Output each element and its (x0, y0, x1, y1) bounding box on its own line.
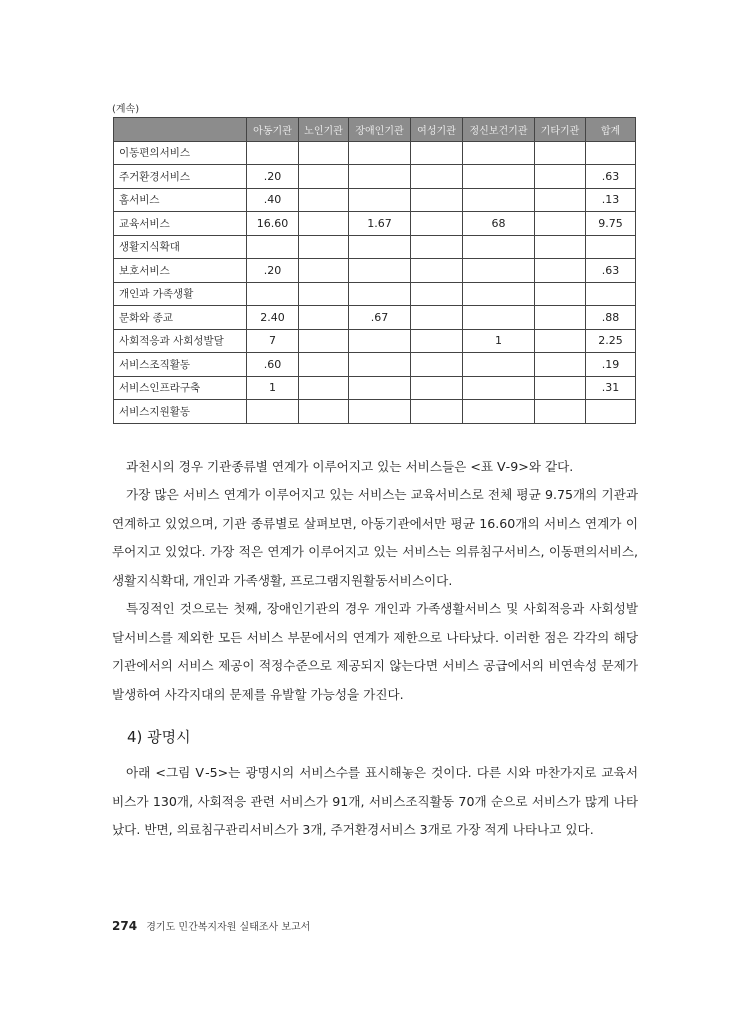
value-cell (411, 141, 463, 165)
row-label-cell: 주거환경서비스 (114, 165, 247, 189)
value-cell (349, 400, 411, 424)
value-cell (247, 282, 299, 306)
value-cell (535, 259, 586, 283)
table-body (114, 141, 636, 423)
value-cell (349, 329, 411, 353)
table-row (114, 353, 636, 377)
table-row (114, 259, 636, 283)
value-cell (411, 306, 463, 330)
value-cell: .67 (349, 306, 411, 330)
value-cell (463, 259, 535, 283)
value-cell (349, 353, 411, 377)
value-cell: .20 (247, 165, 299, 189)
value-cell (463, 306, 535, 330)
value-cell: 9.75 (586, 212, 636, 236)
value-cell (299, 353, 349, 377)
value-cell (535, 376, 586, 400)
value-cell (463, 400, 535, 424)
row-label-cell: 서비스인프라구축 (114, 376, 247, 400)
value-cell: 7 (247, 329, 299, 353)
value-cell (299, 188, 349, 212)
table-row (114, 329, 636, 353)
table-row (114, 141, 636, 165)
value-cell (463, 165, 535, 189)
paragraph-gwangmyeong: 아래 <그림 Ⅴ-5>는 광명시의 서비스수를 표시해놓은 것이다. 다른 시와 마찬가지로 교육서비스가 130개, 사회적응 관련 서비스가 91개, 서비스조직활동 70개 순으로 서비스가 많게 나타났다. 반면, 의료침구관리서비스가 3개, 주거환경서비스 3개로 가장 적게 나타나고 있다. (112, 765, 638, 838)
row-label-cell: 문화와 종교 (114, 306, 247, 330)
value-cell (586, 235, 636, 259)
paragraph-characteristics: 특징적인 것으로는 첫째, 장애인기관의 경우 개인과 가족생활서비스 및 사회적응과 사회성발달서비스를 제외한 모든 서비스 부문에서의 연계가 제한으로 나타났다. 이러한 점은 각각의 해당 기관에서의 서비스 제공이 적정수준으로 제공되지 않는다면 서비스 공급에서의 비연속성 문제가 발생하여 사각지대의 문제를 유발할 가능성을 가진다. (112, 601, 638, 702)
section-heading-gwangmyeong: 4) 광명시 (127, 728, 191, 746)
value-cell: .31 (586, 376, 636, 400)
value-cell (299, 306, 349, 330)
value-cell (586, 141, 636, 165)
value-cell (463, 235, 535, 259)
value-cell (463, 353, 535, 377)
table-row (114, 212, 636, 236)
table-row (114, 376, 636, 400)
value-cell (411, 376, 463, 400)
value-cell: 2.40 (247, 306, 299, 330)
header-cell: 기타기관 (535, 118, 586, 142)
value-cell (463, 141, 535, 165)
row-label-cell: 개인과 가족생활 (114, 282, 247, 306)
value-cell: .19 (586, 353, 636, 377)
value-cell (535, 353, 586, 377)
row-label-cell: 사회적응과 사회성발달 (114, 329, 247, 353)
value-cell (586, 282, 636, 306)
value-cell (411, 188, 463, 212)
value-cell: .40 (247, 188, 299, 212)
value-cell (463, 188, 535, 212)
header-cell: 정신보건기관 (463, 118, 535, 142)
value-cell (411, 212, 463, 236)
table-row (114, 235, 636, 259)
header-cell (114, 118, 247, 142)
header-cell: 장애인기관 (349, 118, 411, 142)
paragraph-gwacheon-intro: 과천시의 경우 기관종류별 연계가 이루어지고 있는 서비스들은 <표 Ⅴ-9>와 같다. (126, 459, 574, 474)
value-cell (299, 235, 349, 259)
table-row (114, 282, 636, 306)
value-cell (463, 376, 535, 400)
value-cell: 68 (463, 212, 535, 236)
table-row (114, 165, 636, 189)
value-cell (299, 165, 349, 189)
table-row (114, 306, 636, 330)
value-cell (586, 400, 636, 424)
value-cell (535, 212, 586, 236)
value-cell: 1.67 (349, 212, 411, 236)
page-footer (112, 918, 310, 933)
service-linkage-table (113, 117, 636, 424)
value-cell (411, 259, 463, 283)
value-cell (299, 212, 349, 236)
value-cell: .63 (586, 259, 636, 283)
header-cell: 합계 (586, 118, 636, 142)
paragraph-most-linked: 가장 많은 서비스 연계가 이루어지고 있는 서비스는 교육서비스로 전체 평균 9.75개의 기관과 연계하고 있었으며, 기관 종류별로 살펴보면, 아동기관에서만 평균 16.60개의 서비스 연계가 이루어지고 있었다. 가장 적은 연계가 이루어지고 있는 서비스는 의류침구서비스, 이동편의서비스, 생활지식확대, 개인과 가족생활, 프로그램지원활동서비스이다. (112, 487, 638, 588)
value-cell (247, 400, 299, 424)
value-cell: .88 (586, 306, 636, 330)
value-cell: .60 (247, 353, 299, 377)
row-label-cell: 보호서비스 (114, 259, 247, 283)
value-cell (411, 282, 463, 306)
table-row (114, 400, 636, 424)
row-label-cell: 생활지식확대 (114, 235, 247, 259)
value-cell (299, 259, 349, 283)
header-cell: 노인기관 (299, 118, 349, 142)
value-cell (411, 353, 463, 377)
value-cell (411, 235, 463, 259)
value-cell (411, 329, 463, 353)
value-cell: 2.25 (586, 329, 636, 353)
value-cell (535, 306, 586, 330)
value-cell (299, 400, 349, 424)
value-cell (535, 141, 586, 165)
value-cell (299, 141, 349, 165)
value-cell: .20 (247, 259, 299, 283)
value-cell (535, 400, 586, 424)
value-cell (349, 376, 411, 400)
row-label-cell: 교육서비스 (114, 212, 247, 236)
page-number: 274 (112, 919, 138, 933)
value-cell (299, 282, 349, 306)
header-cell: 여성기관 (411, 118, 463, 142)
header-cell: 아동기관 (247, 118, 299, 142)
value-cell (349, 282, 411, 306)
value-cell (463, 282, 535, 306)
value-cell (349, 165, 411, 189)
value-cell (349, 259, 411, 283)
value-cell (535, 188, 586, 212)
value-cell (535, 235, 586, 259)
value-cell: 1 (247, 376, 299, 400)
row-label-cell: 서비스지원활동 (114, 400, 247, 424)
value-cell: .13 (586, 188, 636, 212)
row-label-cell: 홈서비스 (114, 188, 247, 212)
value-cell: 1 (463, 329, 535, 353)
value-cell: 16.60 (247, 212, 299, 236)
value-cell (247, 235, 299, 259)
row-label-cell: 서비스조직활동 (114, 353, 247, 377)
value-cell (411, 165, 463, 189)
value-cell (349, 235, 411, 259)
value-cell (535, 165, 586, 189)
value-cell (535, 282, 586, 306)
value-cell (299, 376, 349, 400)
value-cell (349, 188, 411, 212)
value-cell (299, 329, 349, 353)
value-cell (411, 400, 463, 424)
value-cell (535, 329, 586, 353)
value-cell (349, 141, 411, 165)
value-cell (247, 141, 299, 165)
value-cell: .63 (586, 165, 636, 189)
table-header-row (114, 118, 636, 142)
report-title: 경기도 민간복지자원 실태조사 보고서 (146, 922, 311, 933)
row-label-cell: 이동편의서비스 (114, 141, 247, 165)
table-row (114, 188, 636, 212)
table-continued-note: (계속) (112, 104, 140, 115)
